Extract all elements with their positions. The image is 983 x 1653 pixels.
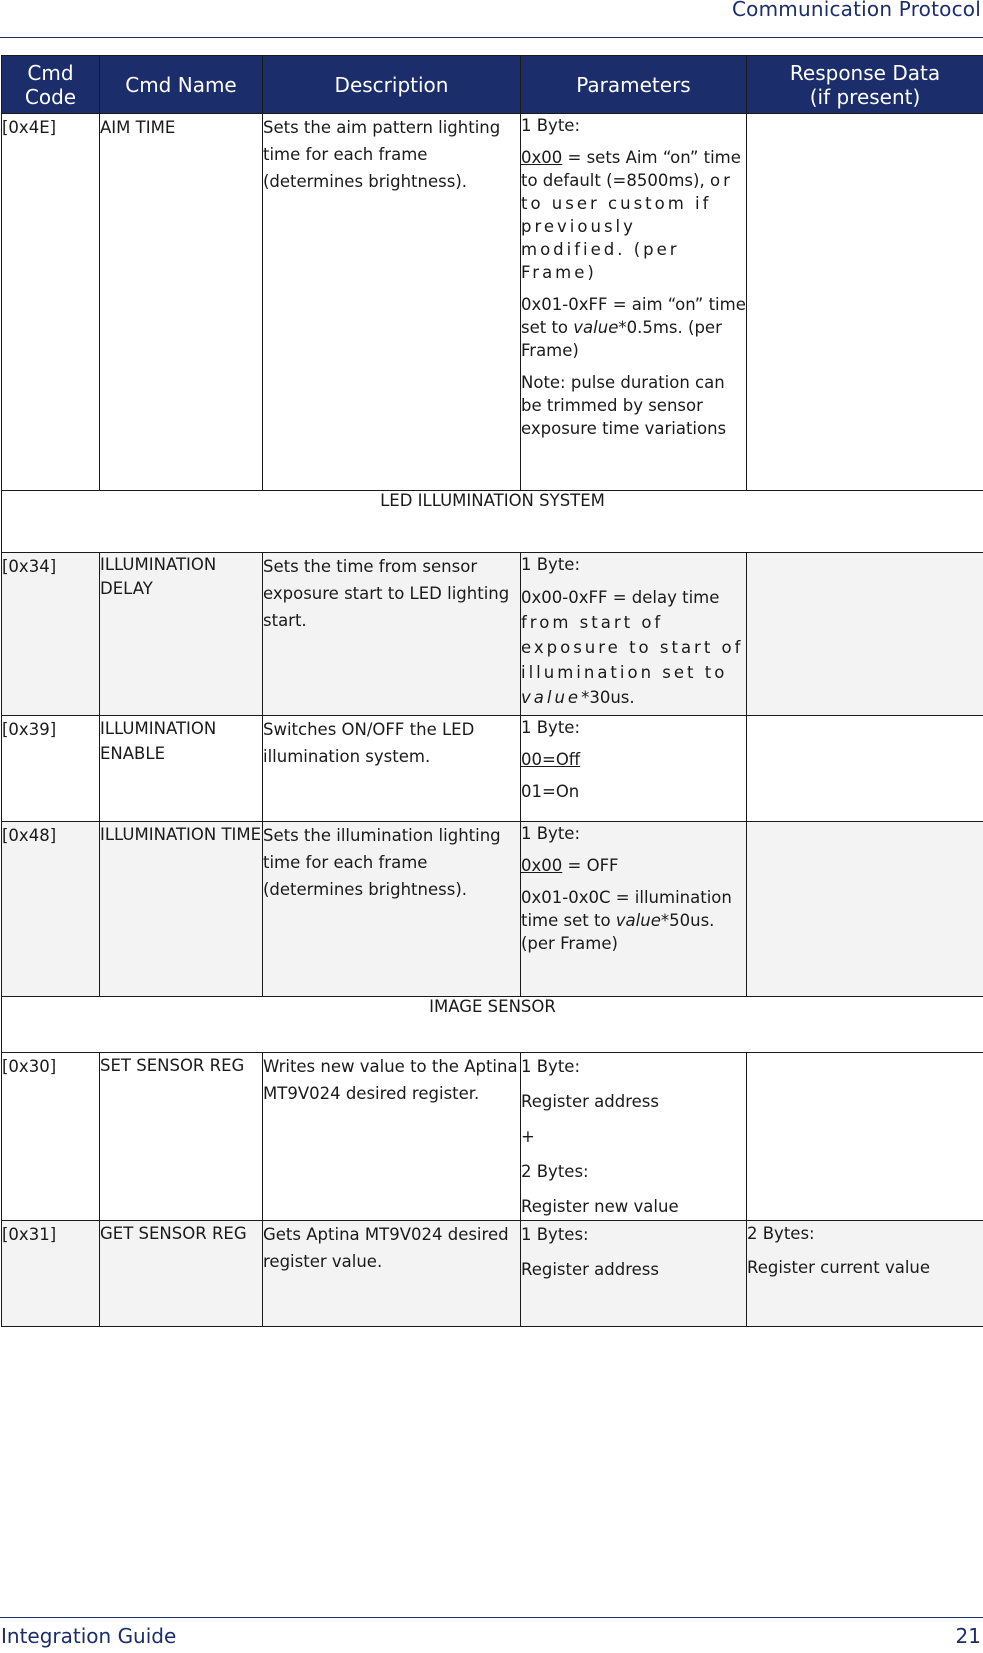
param-line	[521, 854, 746, 877]
cmd-code-cell: [0x30]	[2, 1053, 100, 1221]
table-row	[2, 1053, 983, 1221]
description-cell: Sets the time from sensor exposure start to LED lighting start.	[263, 553, 521, 716]
param-code: 0x00	[521, 856, 562, 875]
cmd-code-cell: [0x48]	[2, 822, 100, 997]
cmd-name-cell: ILLUMINATION ENABLE	[100, 716, 263, 822]
param-line	[521, 886, 746, 955]
param-line: Register address	[521, 1088, 746, 1115]
table-row	[2, 1221, 983, 1327]
cmd-name-cell: GET SENSOR REG	[100, 1221, 263, 1327]
response-text: Register current value	[747, 1255, 983, 1281]
header-title: Communication Protocol	[732, 0, 981, 21]
description-cell: Writes new value to the Aptina MT9V024 desired register.	[263, 1053, 521, 1221]
table-row	[2, 114, 983, 491]
col-header-description: Description	[263, 56, 521, 114]
col-header-cmd-code-line1: Cmd	[2, 61, 99, 85]
col-header-cmd-code-line2: Code	[2, 85, 99, 109]
page-number: 21	[956, 1624, 981, 1648]
param-byte-label: 1 Byte:	[521, 822, 746, 845]
param-byte-label: 2 Bytes:	[521, 1158, 746, 1185]
param-byte-label: 1 Byte:	[521, 716, 746, 739]
description-cell: Switches ON/OFF the LED illumination system.	[263, 716, 521, 822]
section-row	[2, 997, 983, 1053]
param-line: 01=On	[521, 780, 746, 803]
param-text: = sets Aim “on” time to default (=8500ms),	[521, 148, 741, 190]
param-plus: +	[521, 1123, 746, 1150]
parameters-cell	[521, 822, 747, 997]
description-cell: Sets the aim pattern lighting time for each frame (determines brightness).	[263, 114, 521, 491]
table-header-row	[2, 56, 983, 114]
param-line: Register new value	[521, 1193, 746, 1220]
param-code: 0x00	[521, 148, 562, 167]
cmd-code-cell: [0x31]	[2, 1221, 100, 1327]
param-byte-label: 1 Bytes:	[521, 1221, 746, 1248]
param-text: 0x00-0xFF = delay time	[521, 588, 719, 607]
cmd-code-cell: [0x4E]	[2, 114, 100, 491]
param-line	[521, 146, 746, 284]
param-byte-label: 1 Byte:	[521, 114, 746, 137]
footer-title: Integration Guide	[1, 1624, 176, 1648]
response-cell	[747, 822, 983, 997]
page-footer	[0, 1617, 983, 1653]
col-header-response	[747, 56, 983, 114]
param-byte-label: 1 Byte:	[521, 553, 746, 576]
cmd-name-cell: AIM TIME	[100, 114, 263, 491]
col-header-parameters: Parameters	[521, 56, 747, 114]
parameters-cell	[521, 553, 747, 716]
col-header-response-line1: Response Data	[747, 61, 983, 85]
cmd-name-cell: ILLUMINATION TIME	[100, 822, 263, 997]
parameters-cell	[521, 716, 747, 822]
response-cell	[747, 1053, 983, 1221]
param-value: value	[616, 911, 661, 930]
param-value: value	[573, 318, 618, 337]
parameters-cell	[521, 1221, 747, 1327]
param-spaced-text: from start of exposure to start of illumination set to	[521, 613, 743, 682]
col-header-cmd-code	[2, 56, 100, 114]
param-text: *30us.	[581, 688, 635, 707]
section-led-illumination: LED ILLUMINATION SYSTEM	[2, 491, 983, 553]
section-row	[2, 491, 983, 553]
param-byte-label: 1 Byte:	[521, 1053, 746, 1080]
param-line: 00=Off	[521, 748, 746, 771]
command-table	[1, 55, 983, 1327]
cmd-code-cell: [0x39]	[2, 716, 100, 822]
table-row	[2, 716, 983, 822]
col-header-response-line2: (if present)	[747, 85, 983, 109]
param-text: 0x01-0x0C = illumination time set to	[521, 888, 732, 930]
response-cell	[747, 716, 983, 822]
cmd-code-cell: [0x34]	[2, 553, 100, 716]
response-cell	[747, 114, 983, 491]
param-note: Note: pulse duration can be trimmed by sensor exposure time variations	[521, 371, 746, 440]
param-value: value	[521, 688, 581, 707]
description-cell: Sets the illumination lighting time for each frame (determines brightness).	[263, 822, 521, 997]
param-text: 0x01-0xFF = aim “on” time set to	[521, 295, 746, 337]
cmd-name-cell: ILLUMINATION DELAY	[100, 553, 263, 716]
param-text: *0.5ms. (per Frame)	[521, 318, 722, 360]
cmd-name-cell: SET SENSOR REG	[100, 1053, 263, 1221]
section-image-sensor: IMAGE SENSOR	[2, 997, 983, 1053]
response-byte-label: 2 Bytes:	[747, 1221, 983, 1247]
param-text: *50us. (per Frame)	[521, 911, 714, 953]
table-row	[2, 553, 983, 716]
response-cell	[747, 553, 983, 716]
param-spaced-text: or to user custom if previously modified. (per Frame)	[521, 171, 733, 282]
parameters-cell	[521, 1053, 747, 1221]
param-line: Register address	[521, 1256, 746, 1283]
param-line	[521, 585, 746, 710]
description-cell: Gets Aptina MT9V024 desired register value.	[263, 1221, 521, 1327]
table-row	[2, 822, 983, 997]
param-line	[521, 293, 746, 362]
page-header	[0, 0, 983, 38]
parameters-cell	[521, 114, 747, 491]
param-text: = OFF	[562, 856, 618, 875]
response-cell	[747, 1221, 983, 1327]
col-header-cmd-name: Cmd Name	[100, 56, 263, 114]
